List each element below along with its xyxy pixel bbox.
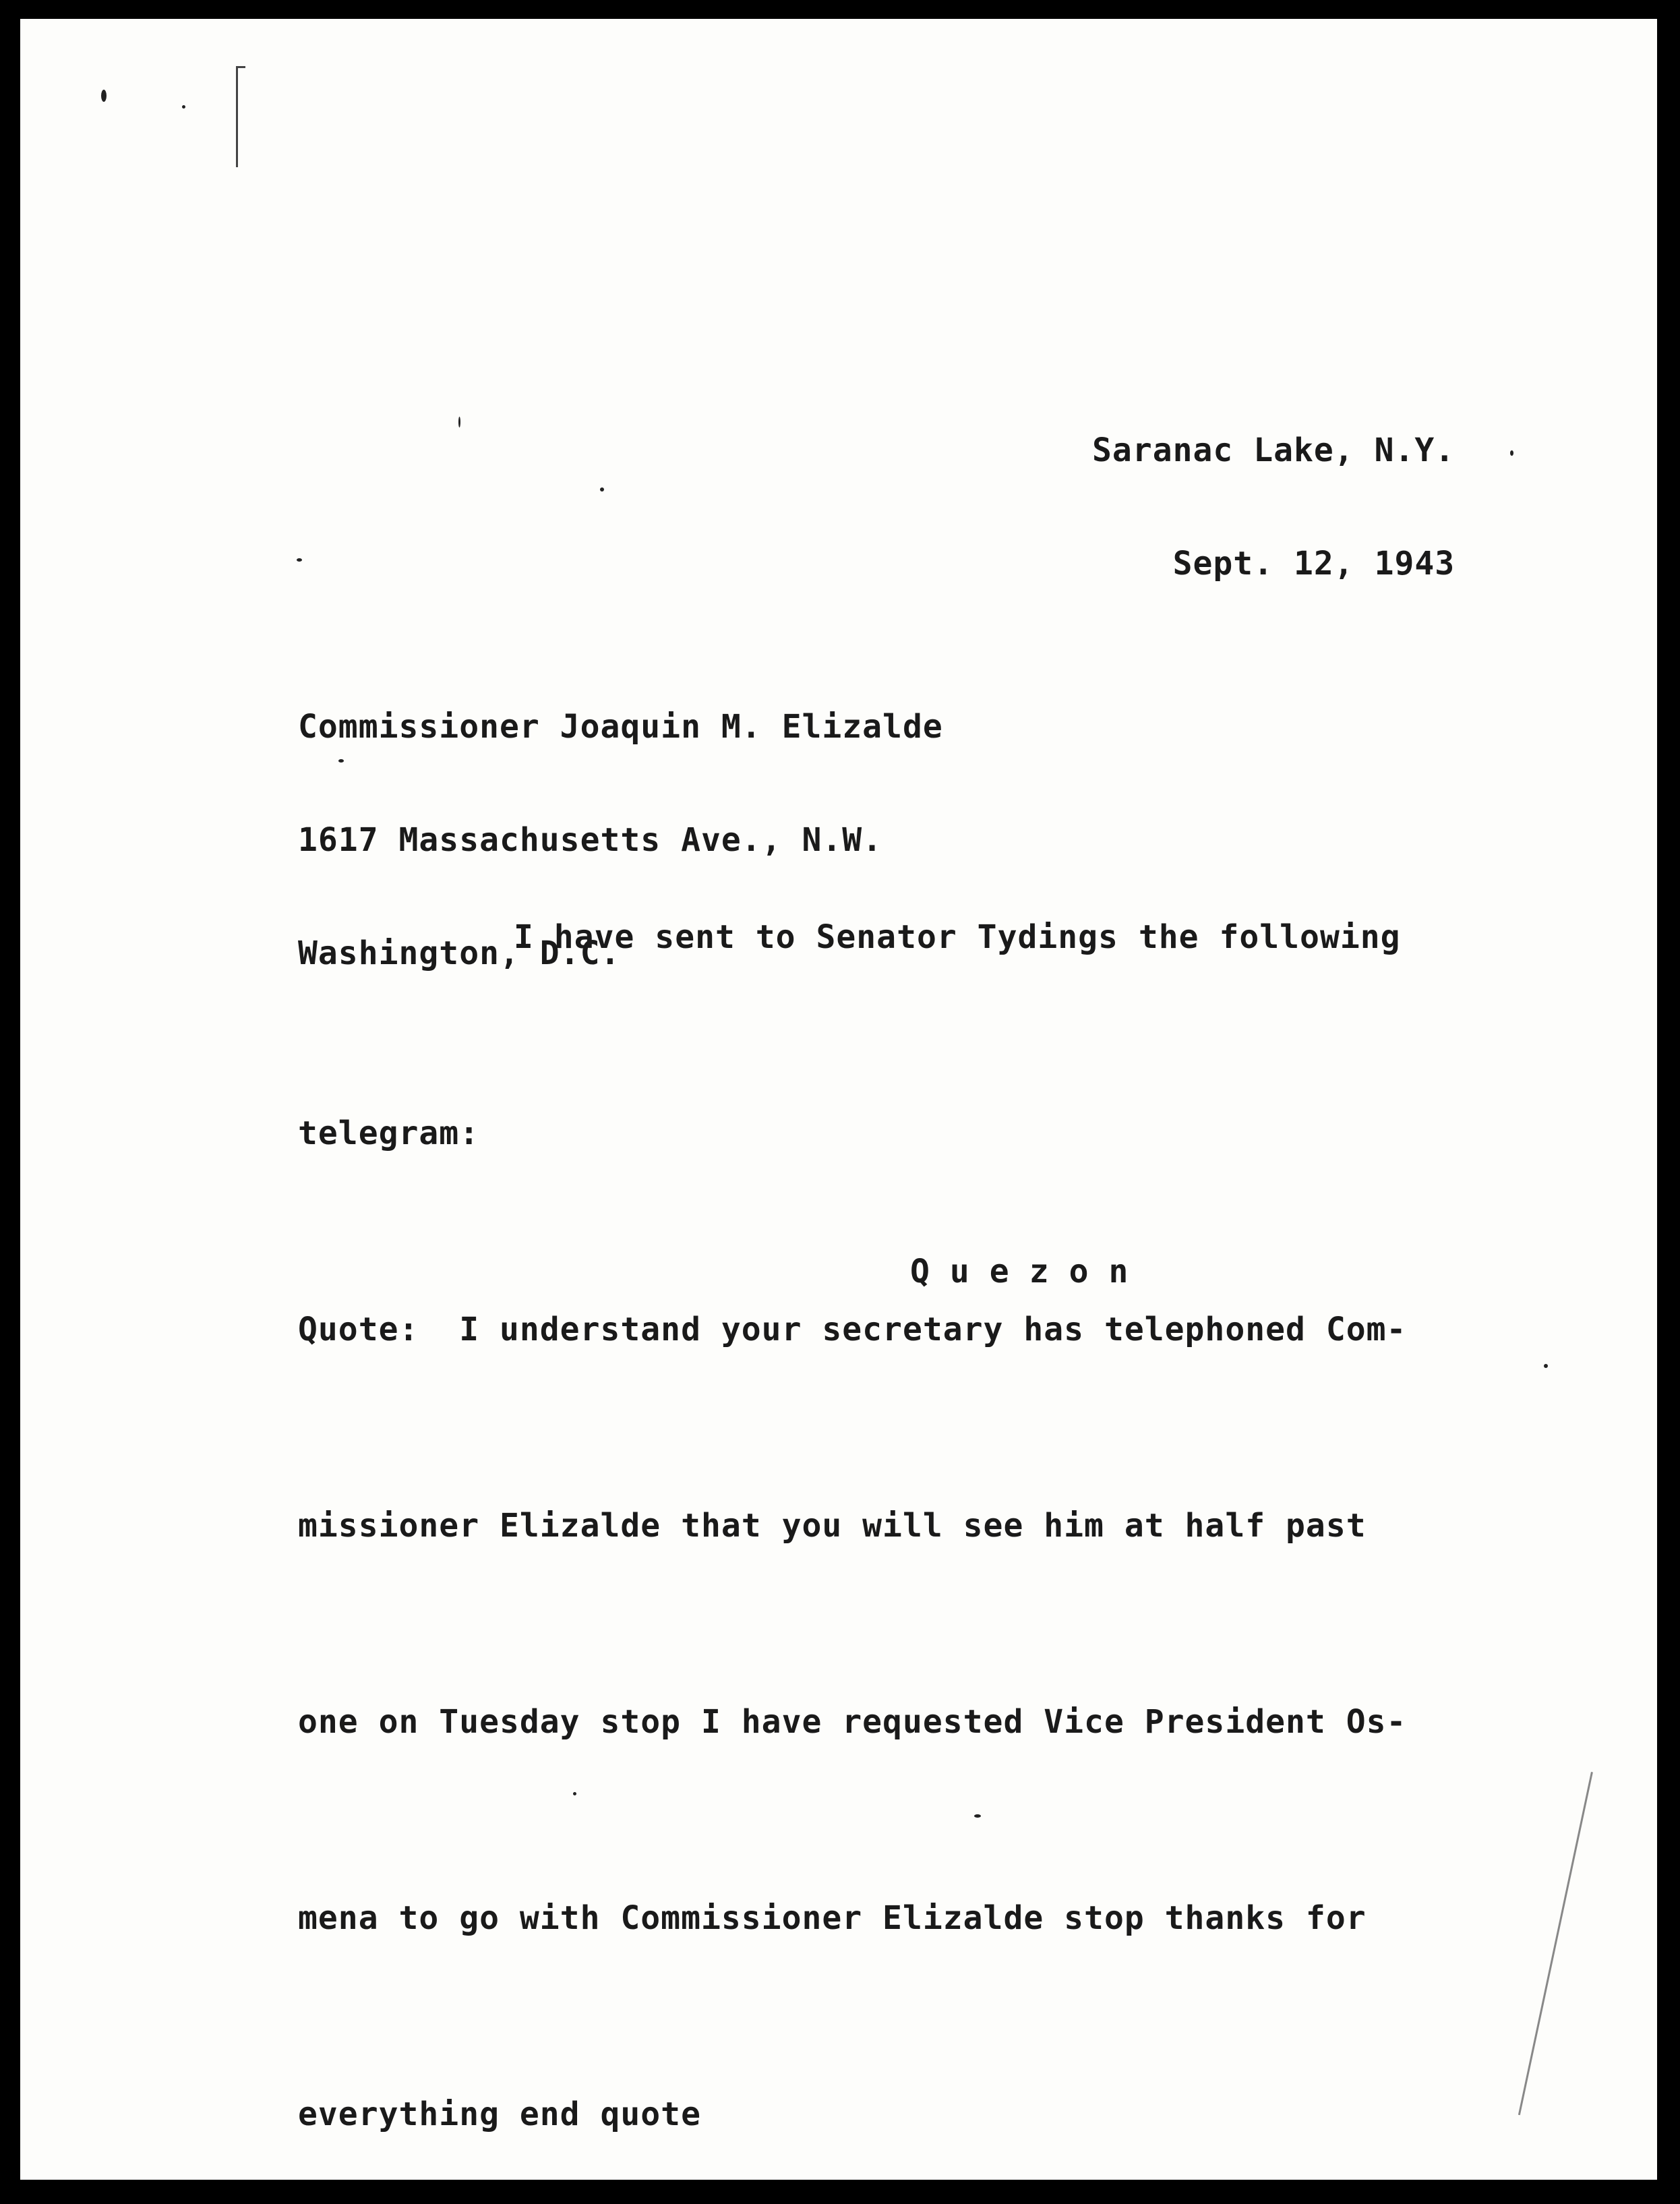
speck: [600, 487, 604, 492]
page-crease: [1518, 1772, 1593, 2115]
dateline: [1092, 356, 1455, 658]
dateline-place: Saranac Lake, N.Y.: [1092, 431, 1456, 469]
recipient-street: 1617 Massachusetts Ave., N.W.: [298, 821, 883, 859]
body-line: missioner Elizalde that you will see him at half past: [298, 1507, 1367, 1545]
pencil-mark: [236, 66, 238, 167]
body-line: mena to go with Commissioner Elizalde stop thanks for: [298, 1899, 1367, 1937]
speck: [458, 417, 460, 427]
recipient-city: Washington, D.C.: [298, 934, 621, 972]
recipient-name: Commissioner Joaquin M. Elizalde: [298, 708, 943, 746]
pencil-mark: [237, 66, 245, 68]
letter-page: [20, 19, 1657, 2180]
speck: [182, 105, 185, 109]
body-line: one on Tuesday stop I have requested Vice President Os-: [298, 1703, 1407, 1741]
speck: [1544, 1364, 1548, 1368]
speck: [1510, 450, 1513, 456]
body-line: Quote: I understand your secretary has telephoned Com-: [298, 1311, 1407, 1348]
speck: [297, 558, 302, 562]
letter-body: [298, 774, 1406, 2180]
signature: Quezon: [910, 1253, 1149, 1290]
body-line: everything end quote: [298, 2095, 701, 2133]
dateline-date: Sept. 12, 1943: [1172, 545, 1456, 583]
body-line: I have sent to Senator Tydings the following: [514, 918, 1401, 956]
speck: [101, 90, 107, 102]
body-line: telegram:: [298, 1114, 480, 1152]
